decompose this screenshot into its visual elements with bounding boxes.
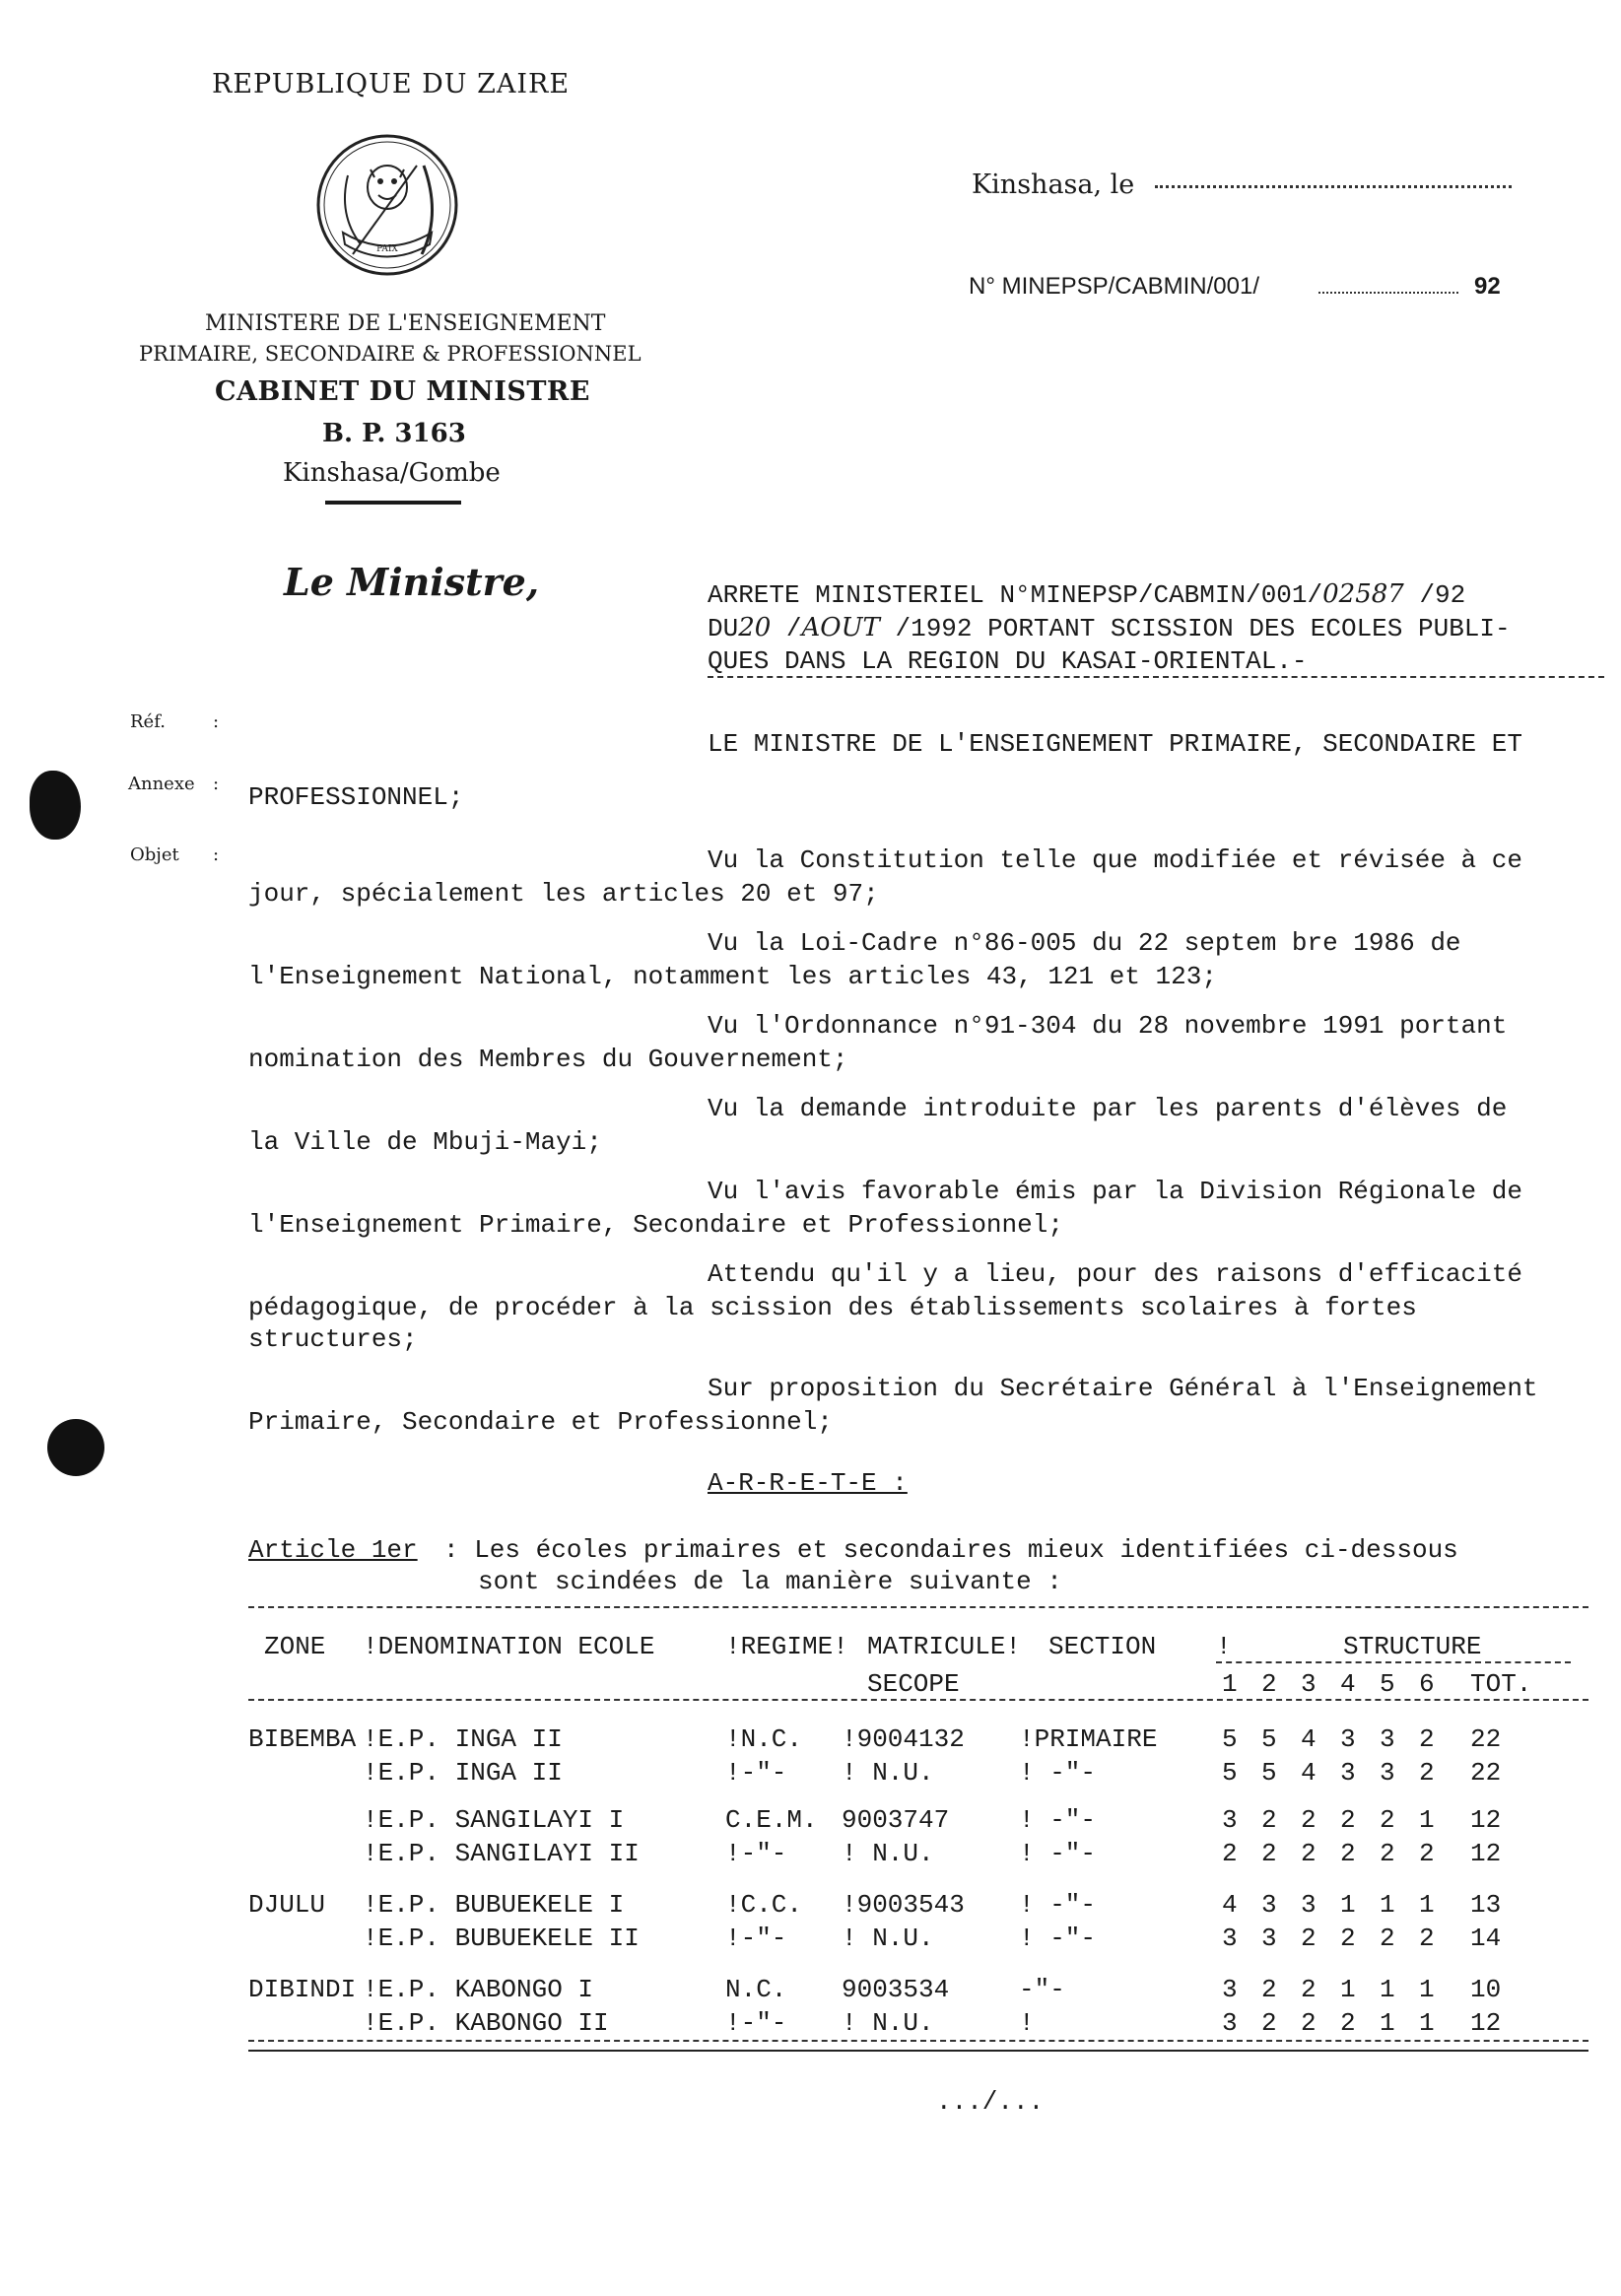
- cell-matricule: !9004132: [842, 1724, 965, 1754]
- arrete-title-line-1: [708, 579, 1465, 610]
- ministry-line-1: MINISTERE DE L'ENSEIGNEMENT: [205, 311, 606, 336]
- cell-matricule: 9003534: [842, 1975, 950, 2004]
- cell-structure-value: 2: [1301, 1805, 1317, 1835]
- arrete-title-line-2: [708, 613, 1511, 643]
- header-section: SECTION: [1048, 1632, 1157, 1661]
- header-secope: SECOPE: [867, 1669, 960, 1699]
- cell-total: 12: [1470, 1839, 1502, 1868]
- cell-matricule: !9003543: [842, 1890, 965, 1920]
- structure-col-header: 1: [1222, 1669, 1238, 1699]
- cell-structure-value: 2: [1261, 2008, 1277, 2038]
- cell-school-name: !E.P. INGA II: [363, 1758, 563, 1788]
- article-text-2: sont scindées de la manière suivante :: [478, 1567, 1062, 1596]
- table-bottom-rule-1: [248, 2040, 1588, 2042]
- cell-matricule: ! N.U.: [842, 2008, 934, 2038]
- cell-total: 22: [1470, 1724, 1502, 1754]
- objet-label: Objet: [130, 844, 179, 865]
- cell-structure-value: 2: [1340, 1839, 1356, 1868]
- cell-section: !PRIMAIRE: [1019, 1724, 1158, 1754]
- cell-regime: !-"-: [725, 1758, 787, 1788]
- cell-regime: !C.C.: [725, 1890, 803, 1920]
- cell-structure-value: 3: [1261, 1890, 1277, 1920]
- cell-structure-value: 3: [1301, 1890, 1317, 1920]
- cell-school-name: !E.P. INGA II: [363, 1724, 563, 1754]
- cell-total: 12: [1470, 1805, 1502, 1835]
- cell-section: ! -"-: [1019, 1924, 1097, 1953]
- reference-fill-line: [1318, 292, 1458, 294]
- cell-structure-value: 1: [1419, 1805, 1435, 1835]
- reference-number-label: N° MINEPSP/CABMIN/001/: [969, 273, 1260, 300]
- cell-structure-value: 1: [1380, 2008, 1395, 2038]
- ref-label: Réf.: [130, 711, 166, 732]
- cell-structure-value: 2: [1340, 1924, 1356, 1953]
- signatory-heading: Le Ministre,: [284, 560, 540, 604]
- annexe-label: Annexe: [128, 774, 195, 794]
- header-denomination: !DENOMINATION ECOLE: [363, 1632, 655, 1661]
- handwritten-month: AOUT: [801, 613, 880, 642]
- arrete-title-year: /92: [1419, 580, 1466, 610]
- structure-col-header: 3: [1301, 1669, 1317, 1699]
- coat-of-arms-seal: [313, 126, 461, 284]
- cabinet-heading: CABINET DU MINISTRE: [215, 376, 590, 407]
- cell-structure-value: 2: [1340, 2008, 1356, 2038]
- structure-col-header: 6: [1419, 1669, 1435, 1699]
- vu-loi-cadre-2: l'Enseignement National, notamment les articles 43, 121 et 123;: [248, 962, 1217, 991]
- ref-colon: :: [213, 711, 220, 732]
- cell-structure-value: 4: [1222, 1890, 1238, 1920]
- cell-matricule: 9003747: [842, 1805, 950, 1835]
- cell-structure-value: 2: [1301, 1839, 1317, 1868]
- cell-zone: DIBINDI: [248, 1975, 357, 2004]
- republic-heading: REPUBLIQUE DU ZAIRE: [212, 69, 571, 100]
- sur-proposition-2: Primaire, Secondaire et Professionnel;: [248, 1407, 833, 1437]
- seal-motto: PAIX: [376, 244, 398, 254]
- cell-structure-value: 5: [1222, 1758, 1238, 1788]
- cell-structure-value: 2: [1222, 1839, 1238, 1868]
- cell-structure-value: 3: [1222, 1805, 1238, 1835]
- cell-structure-value: 3: [1222, 2008, 1238, 2038]
- cell-structure-value: 2: [1301, 1924, 1317, 1953]
- arrete-du: DU: [708, 614, 739, 643]
- cell-regime: !-"-: [725, 2008, 787, 2038]
- structure-col-header: 5: [1380, 1669, 1395, 1699]
- cell-structure-value: 5: [1222, 1724, 1238, 1754]
- cell-section: ! -"-: [1019, 1839, 1097, 1868]
- cell-total: 22: [1470, 1758, 1502, 1788]
- cell-school-name: !E.P. BUBUEKELE I: [363, 1890, 625, 1920]
- cell-structure-value: 3: [1340, 1724, 1356, 1754]
- cell-structure-value: 3: [1380, 1724, 1395, 1754]
- cell-matricule: ! N.U.: [842, 1924, 934, 1953]
- cell-section: -"-: [1019, 1975, 1065, 2004]
- arrete-title-rest: /1992 PORTANT SCISSION DES ECOLES PUBLI-: [895, 614, 1511, 643]
- cell-structure-value: 2: [1261, 1805, 1277, 1835]
- letterhead-rule: [325, 501, 461, 505]
- cell-structure-value: 1: [1340, 1890, 1356, 1920]
- cell-structure-value: 4: [1301, 1724, 1317, 1754]
- cell-structure-value: 2: [1419, 1758, 1435, 1788]
- cell-section: ! -"-: [1019, 1758, 1097, 1788]
- cell-total: 14: [1470, 1924, 1502, 1953]
- cell-structure-value: 2: [1380, 1839, 1395, 1868]
- cell-structure-value: 4: [1301, 1758, 1317, 1788]
- article-label: Article 1er: [248, 1535, 418, 1565]
- vu-demande-1: Vu la demande introduite par les parents d'élèves de: [708, 1094, 1508, 1123]
- table-bottom-rule-2: [248, 2050, 1588, 2052]
- cell-structure-value: 3: [1222, 1924, 1238, 1953]
- cell-section: !: [1019, 2008, 1035, 2038]
- cell-regime: N.C.: [725, 1975, 787, 2004]
- cell-school-name: !E.P. KABONGO II: [363, 2008, 609, 2038]
- cell-structure-value: 1: [1380, 1975, 1395, 2004]
- cell-structure-value: 3: [1380, 1758, 1395, 1788]
- vu-constitution-2: jour, spécialement les articles 20 et 97;: [248, 879, 879, 909]
- city-line: Kinshasa/Gombe: [283, 458, 501, 488]
- cell-structure-value: 2: [1261, 1975, 1277, 2004]
- cell-structure-value: 3: [1261, 1924, 1277, 1953]
- cell-regime: !N.C.: [725, 1724, 803, 1754]
- cell-structure-value: 5: [1261, 1758, 1277, 1788]
- article-text-1: : Les écoles primaires et secondaires mieux identifiées ci-dessous: [443, 1535, 1458, 1565]
- cell-total: 12: [1470, 2008, 1502, 2038]
- cell-structure-value: 1: [1340, 1975, 1356, 2004]
- cell-structure-value: 3: [1340, 1758, 1356, 1788]
- header-bottom-rule: [248, 1699, 1588, 1701]
- cell-structure-value: 3: [1222, 1975, 1238, 2004]
- cell-section: ! -"-: [1019, 1805, 1097, 1835]
- vu-loi-cadre-1: Vu la Loi-Cadre n°86-005 du 22 septem bre 1986 de: [708, 928, 1461, 958]
- intro-line-2: PROFESSIONNEL;: [248, 782, 464, 812]
- vu-ordonnance-2: nomination des Membres du Gouvernement;: [248, 1045, 848, 1074]
- cell-regime: !-"-: [725, 1839, 787, 1868]
- intro-line-1: LE MINISTRE DE L'ENSEIGNEMENT PRIMAIRE, SECONDAIRE ET: [708, 729, 1522, 759]
- arrete-title-text: ARRETE MINISTERIEL N°MINEPSP/CABMIN/001/: [708, 580, 1323, 610]
- arrete-title-underline: [708, 676, 1604, 678]
- structure-col-header: 2: [1261, 1669, 1277, 1699]
- cell-matricule: ! N.U.: [842, 1839, 934, 1868]
- header-zone: ZONE: [264, 1632, 326, 1661]
- cell-structure-value: 2: [1419, 1924, 1435, 1953]
- ministry-line-2: PRIMAIRE, SECONDAIRE & PROFESSIONNEL: [139, 342, 642, 366]
- header-regime: !REGIME!: [725, 1632, 848, 1661]
- reference-year: 92: [1474, 273, 1501, 300]
- handwritten-day: 20: [738, 613, 772, 642]
- table-top-rule: [248, 1606, 1588, 1608]
- cell-structure-value: 1: [1419, 1975, 1435, 2004]
- cell-school-name: !E.P. SANGILAYI I: [363, 1805, 625, 1835]
- header-structure: STRUCTURE: [1343, 1632, 1482, 1661]
- cell-school-name: !E.P. KABONGO I: [363, 1975, 594, 2004]
- cell-structure-value: 2: [1301, 1975, 1317, 2004]
- attendu-1: Attendu qu'il y a lieu, pour des raisons d'efficacité: [708, 1259, 1522, 1289]
- header-matricule: MATRICULE!: [867, 1632, 1022, 1661]
- cell-structure-value: 1: [1419, 1890, 1435, 1920]
- cell-total: 13: [1470, 1890, 1502, 1920]
- cell-structure-value: 2: [1340, 1805, 1356, 1835]
- date-label: Kinshasa, le: [972, 169, 1135, 200]
- cell-structure-value: 2: [1380, 1924, 1395, 1953]
- vu-avis-1: Vu l'avis favorable émis par la Division Régionale de: [708, 1177, 1522, 1206]
- attendu-3: structures;: [248, 1324, 418, 1354]
- cell-school-name: !E.P. BUBUEKELE II: [363, 1924, 640, 1953]
- arrete-keyword: A-R-R-E-T-E :: [708, 1468, 908, 1498]
- handwritten-decree-number: 02587: [1322, 579, 1404, 609]
- cell-structure-value: 2: [1261, 1839, 1277, 1868]
- header-structure-bang: !: [1216, 1632, 1232, 1661]
- objet-colon: :: [213, 844, 220, 865]
- vu-avis-2: l'Enseignement Primaire, Secondaire et Professionnel;: [248, 1210, 1063, 1240]
- cell-structure-value: 2: [1419, 1839, 1435, 1868]
- cell-zone: BIBEMBA: [248, 1724, 357, 1754]
- cell-zone: DJULU: [248, 1890, 326, 1920]
- cell-section: ! -"-: [1019, 1890, 1097, 1920]
- cell-regime: !-"-: [725, 1924, 787, 1953]
- annexe-colon: :: [213, 774, 220, 794]
- cell-total: 10: [1470, 1975, 1502, 2004]
- vu-constitution-1: Vu la Constitution telle que modifiée et révisée à ce: [708, 845, 1522, 875]
- vu-demande-2: la Ville de Mbuji-Mayi;: [248, 1127, 602, 1157]
- arrete-date-separator: /: [785, 614, 802, 643]
- cell-structure-value: 1: [1419, 2008, 1435, 2038]
- sur-proposition-1: Sur proposition du Secrétaire Général à l'Enseignement: [708, 1374, 1538, 1403]
- cell-regime: C.E.M.: [725, 1805, 818, 1835]
- cell-structure-value: 1: [1380, 1890, 1395, 1920]
- structure-col-header: TOT.: [1470, 1669, 1532, 1699]
- structure-underline: [1216, 1661, 1571, 1663]
- date-fill-line: [1155, 185, 1512, 188]
- structure-col-header: 4: [1340, 1669, 1356, 1699]
- continuation-mark: .../...: [936, 2087, 1045, 2117]
- cell-structure-value: 2: [1419, 1724, 1435, 1754]
- cell-structure-value: 5: [1261, 1724, 1277, 1754]
- postal-box: B. P. 3163: [322, 419, 466, 448]
- ink-blot: [30, 771, 81, 840]
- vu-ordonnance-1: Vu l'Ordonnance n°91-304 du 28 novembre 1991 portant: [708, 1011, 1508, 1041]
- arrete-title-line-3: QUES DANS LA REGION DU KASAI-ORIENTAL.-: [708, 646, 1308, 676]
- punch-hole: [47, 1419, 104, 1476]
- cell-structure-value: 2: [1301, 2008, 1317, 2038]
- cell-school-name: !E.P. SANGILAYI II: [363, 1839, 640, 1868]
- attendu-2: pédagogique, de procéder à la scission des établissements scolaires à fortes: [248, 1293, 1417, 1322]
- cell-structure-value: 2: [1380, 1805, 1395, 1835]
- cell-matricule: ! N.U.: [842, 1758, 934, 1788]
